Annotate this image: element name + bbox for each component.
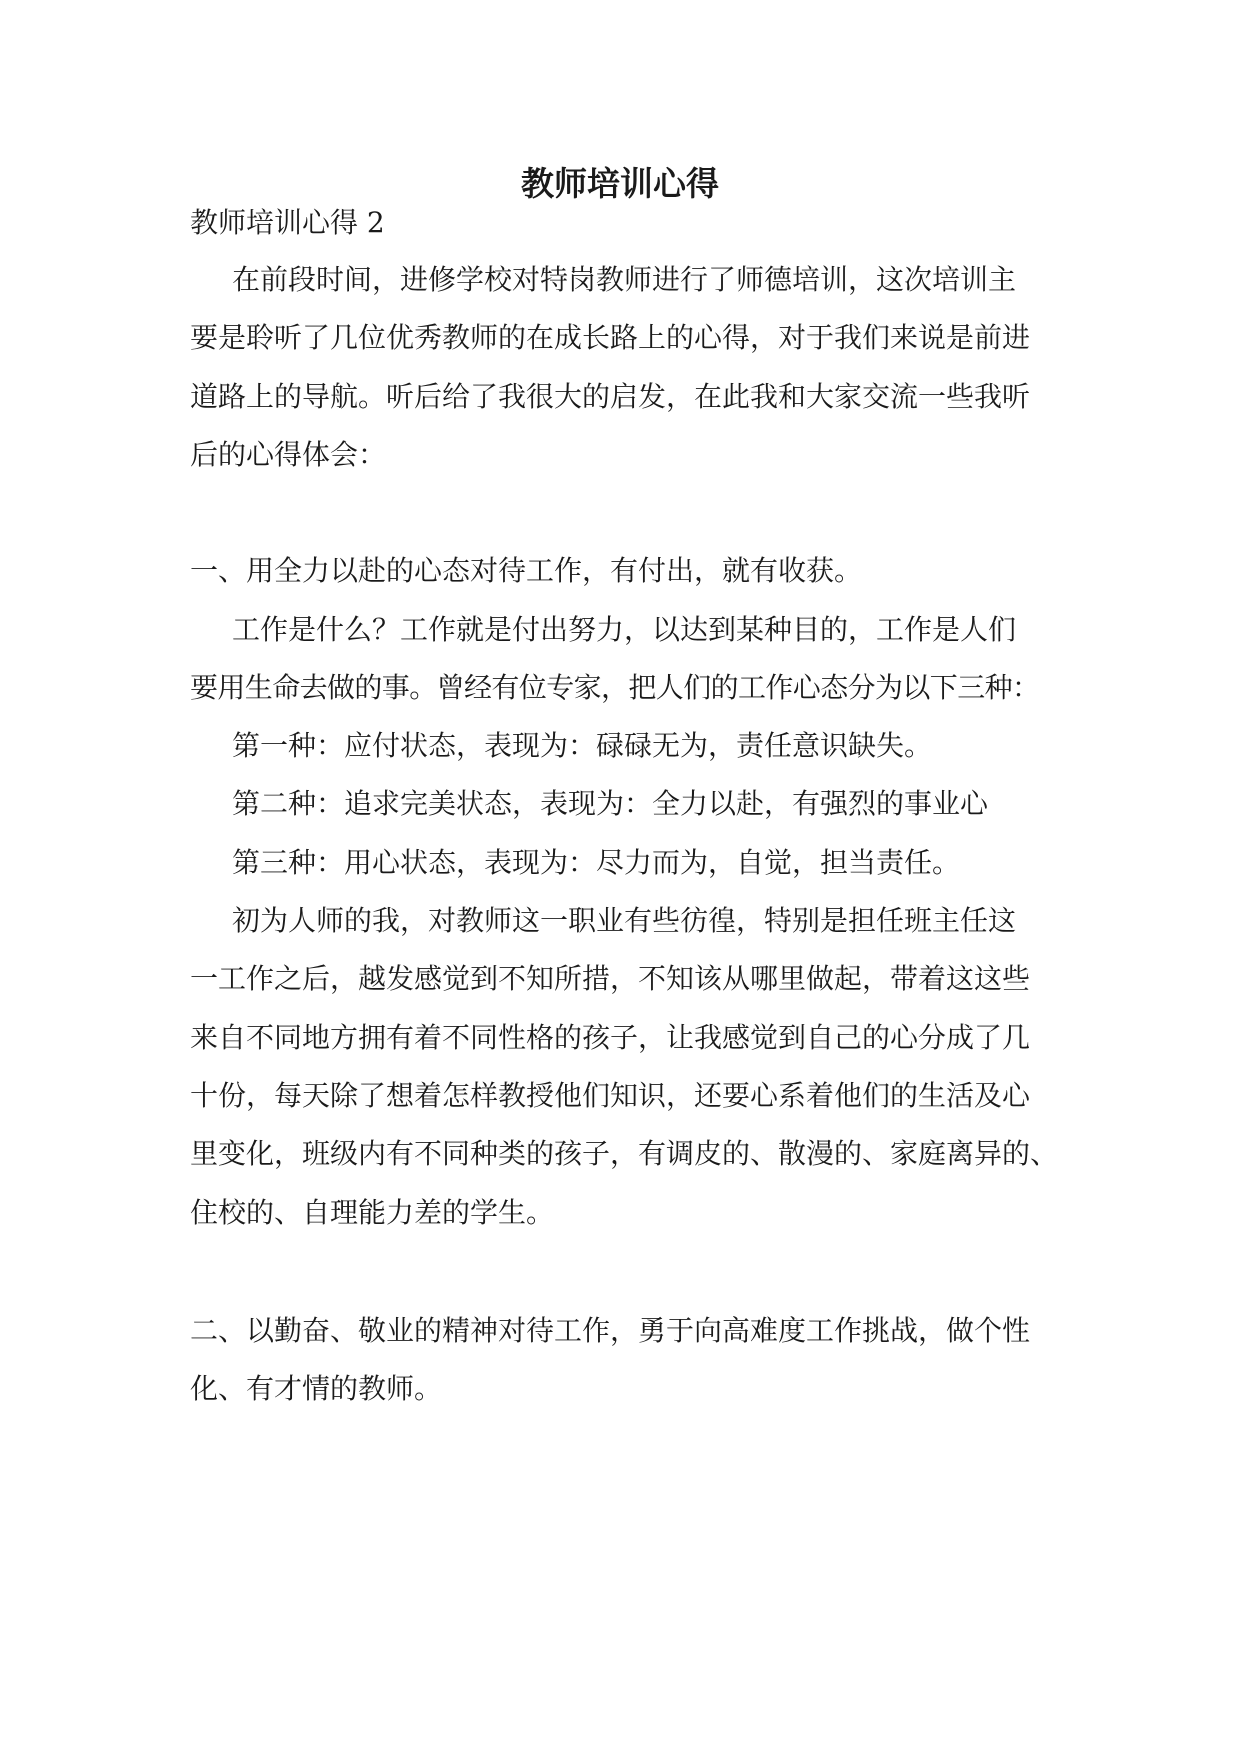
state-line-1: 第一种：应付状态，表现为：碌碌无为，责任意识缺失。 [232,729,933,762]
intro-line-1: 在前段时间，进修学校对特岗教师进行了师德培训，这次培训主 [232,263,1017,296]
story-line-3: 来自不同地方拥有着不同性格的孩子，让我感觉到自己的心分成了几 [190,1021,1031,1054]
intro-line-4: 后的心得体会： [190,438,387,471]
state-line-3: 第三种：用心状态，表现为：尽力而为，自觉，担当责任。 [232,846,961,879]
story-line-5: 里变化，班级内有不同种类的孩子，有调皮的、散漫的、家庭离异的、 [190,1137,1059,1170]
story-line-2: 一工作之后，越发感觉到不知所措，不知该从哪里做起，带着这这些 [190,962,1031,995]
section2-heading-line-1: 二、以勤奋、敬业的精神对待工作，勇于向高难度工作挑战，做个性 [190,1314,1031,1347]
story-line-4: 十份，每天除了想着怎样教授他们知识，还要心系着他们的生活及心 [190,1079,1031,1112]
story-line-1: 初为人师的我，对教师这一职业有些彷徨，特别是担任班主任这 [232,904,1017,937]
section1-heading: 一、用全力以赴的心态对待工作，有付出，就有收获。 [190,554,863,587]
section2-heading-line-2: 化、有才情的教师。 [190,1372,443,1405]
intro-line-2: 要是聆听了几位优秀教师的在成长路上的心得，对于我们来说是前进 [190,321,1031,354]
document-subtitle: 教师培训心得 2 [190,206,385,239]
story-line-6: 住校的、自理能力差的学生。 [190,1196,555,1229]
section1-line-1: 工作是什么？工作就是付出努力，以达到某种目的，工作是人们 [232,613,1017,646]
state-line-2: 第二种：追求完美状态，表现为：全力以赴，有强烈的事业心 [232,787,989,820]
intro-line-3: 道路上的导航。听后给了我很大的启发，在此我和大家交流一些我听 [190,380,1031,413]
section1-line-2: 要用生命去做的事。曾经有位专家，把人们的工作心态分为以下三种： [190,671,1040,704]
document-title: 教师培训心得 [521,164,719,203]
